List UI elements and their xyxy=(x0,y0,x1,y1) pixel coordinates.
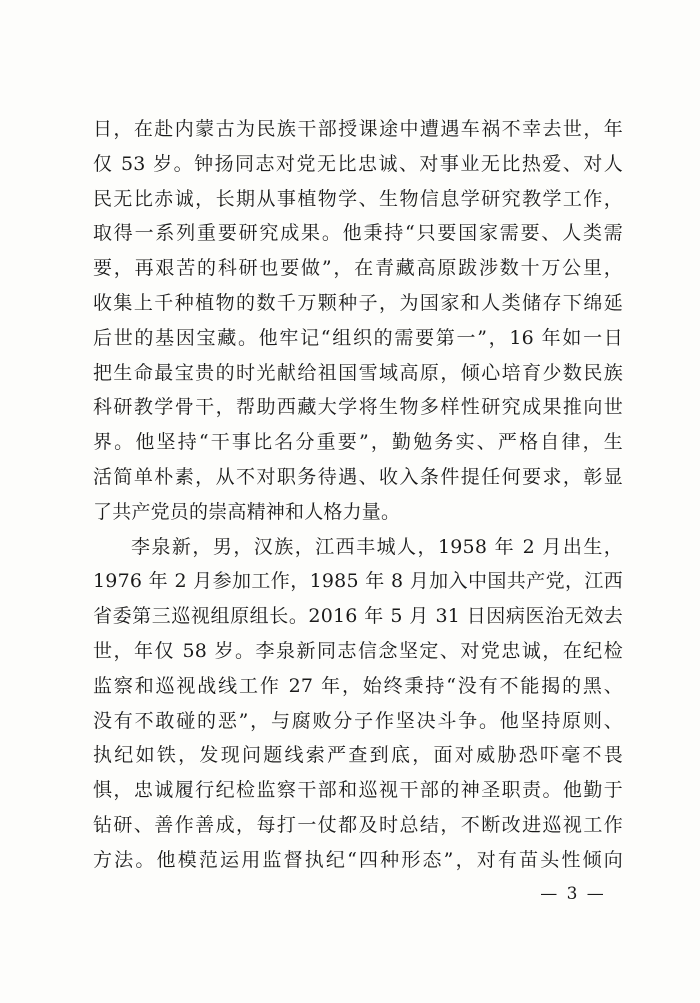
text-line: 世，年仅 58 岁。李泉新同志信念坚定、对党忠诚，在纪检 xyxy=(93,639,623,662)
paragraph xyxy=(93,530,623,878)
text-line: 省委第三巡视组原组长。2016 年 5 月 31 日因病医治无效去 xyxy=(93,605,623,628)
text-line: 监察和巡视战线工作 27 年，始终秉持“没有不能揭的黑、 xyxy=(93,674,623,697)
text-line: 活简单朴素，从不对职务待遇、收入条件提任何要求，彰显 xyxy=(93,465,623,488)
text-line: 把生命最宝贵的时光献给祖国雪域高原，倾心培育少数民族 xyxy=(93,361,623,384)
body-text xyxy=(93,112,623,878)
text-line: 取得一系列重要研究成果。他秉持“只要国家需要、人类需 xyxy=(93,222,623,245)
text-line: 收集上千种植物的数千万颗种子，为国家和人类储存下绵延 xyxy=(93,291,623,314)
text-line: 执纪如铁，发现问题线索严查到底，面对威胁恐吓毫不畏 xyxy=(93,744,623,767)
paragraph xyxy=(93,112,623,530)
text-line: 李泉新，男，汉族，江西丰城人，1958 年 2 月出生， xyxy=(131,535,623,558)
text-line: 科研教学骨干，帮助西藏大学将生物多样性研究成果推向世 xyxy=(93,396,623,419)
text-line: 1976 年 2 月参加工作，1985 年 8 月加入中国共产党，江西 xyxy=(93,570,623,593)
text-line: 日，在赴内蒙古为民族干部授课途中遭遇车祸不幸去世，年 xyxy=(93,118,623,140)
text-line: 民无比赤诚，长期从事植物学、生物信息学研究教学工作， xyxy=(93,187,623,210)
text-line: 方法。他模范运用监督执纪“四种形态”，对有苗头性倾向 xyxy=(93,848,623,871)
text-line: 钻研、善作善成，每打一仗都及时总结，不断改进巡视工作 xyxy=(93,813,623,836)
page-number: — 3 — xyxy=(540,884,606,904)
text-line: 后世的基因宝藏。他牢记“组织的需要第一”，16 年如一日 xyxy=(93,326,623,349)
text-line: 界。他坚持“干事比名分重要”，勤勉务实、严格自律，生 xyxy=(93,431,623,454)
text-line: 要，再艰苦的科研也要做”，在青藏高原跋涉数十万公里， xyxy=(93,257,623,280)
text-line: 仅 53 岁。钟扬同志对党无比忠诚、对事业无比热爱、对人 xyxy=(93,152,623,175)
text-line: 了共产党员的崇高精神和人格力量。 xyxy=(93,500,401,523)
text-line: 没有不敢碰的恶”，与腐败分子作坚决斗争。他坚持原则、 xyxy=(93,709,623,732)
text-line: 惧，忠诚履行纪检监察干部和巡视干部的神圣职责。他勤于 xyxy=(93,779,623,802)
